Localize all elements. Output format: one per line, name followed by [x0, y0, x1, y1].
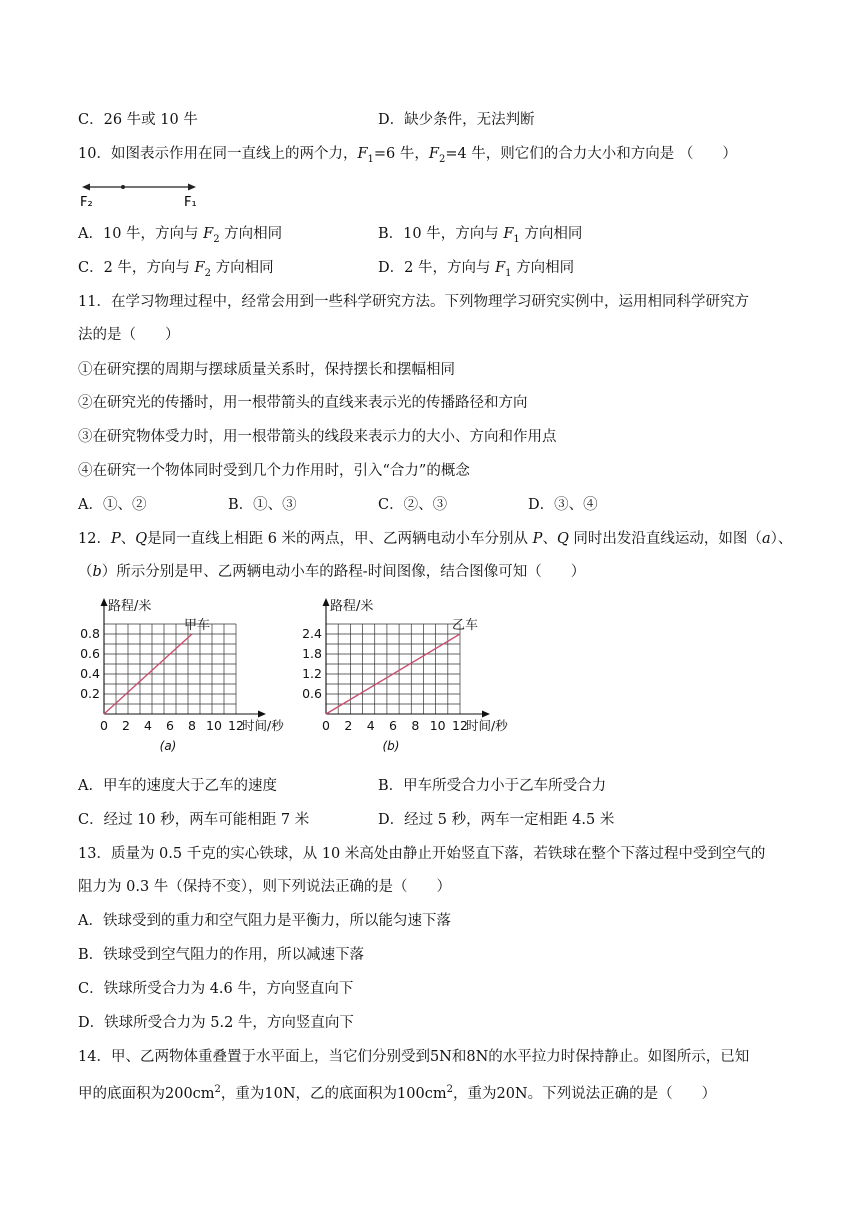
- q10-stem: 10．如图表示作用在同一直线上的两个力，$F_1=6$ 牛，$F_2=4$ 牛，则它们的合力大小和方向是 （ ）: [78, 146, 737, 165]
- q14-stem-line2: 甲的底面积为$200cm^2$，重为10N，乙的底面积为$100cm^2$，重为20N。下列说法正确的是（ ）: [78, 1084, 717, 1102]
- x-tick-label: 12: [452, 718, 468, 733]
- x-tick-label: 6: [166, 718, 174, 733]
- f2-arrow-head-icon: [82, 184, 90, 191]
- q10-force-diagram: [76, 176, 206, 210]
- q11-stem-line1: 11．在学习物理过程中，经常会用到一些科学研究方法。下列物理学习研究实例中，运用相同科学研究方: [78, 294, 749, 310]
- y-tick-label: 0.6: [302, 686, 322, 701]
- f1-arrow-head-icon: [188, 184, 196, 191]
- q12-option-c: C．经过 10 秒，两车可能相距 7 米: [78, 812, 310, 828]
- q13-stem-line1: 13．质量为 0.5 千克的实心铁球，从 10 米高处由静止开始竖直下落，若铁球在整个下落过程中受到空气的: [78, 846, 766, 862]
- q11-option-a: A．①、②: [78, 497, 147, 513]
- q12-option-d: D．经过 5 秒，两车一定相距 4.5 米: [378, 812, 615, 828]
- x-tick-label: 4: [366, 718, 375, 733]
- q10-option-b: B．10 牛，方向与 $F_1$ 方向相同: [378, 226, 583, 245]
- q13-option-a: A．铁球受到的重力和空气阻力是平衡力，所以能匀速下落: [78, 913, 451, 929]
- x-tick-label: 6: [389, 718, 397, 733]
- q10-option-d: D．2 牛，方向与 $F_1$ 方向相同: [378, 260, 575, 279]
- y-axis-label: 路程/米: [330, 599, 374, 614]
- x-axis-label: 时间/秒: [466, 718, 508, 733]
- q11-item-3: ③在研究物体受力时，用一根带箭头的线段来表示力的大小、方向和作用点: [78, 429, 557, 445]
- y-tick-label: 0.2: [80, 686, 100, 701]
- f2-label: F₂: [80, 195, 93, 210]
- chart-caption: (b): [382, 739, 400, 753]
- q12-stem-line2: （b）所示分别是甲、乙两辆电动小车的路程-时间图像，结合图像可知（ ）: [78, 564, 586, 580]
- q11-option-c: C．②、③: [378, 497, 448, 513]
- q10-option-a: A．10 牛，方向与 $F_2$ 方向相同: [78, 226, 283, 245]
- series-label: 甲车: [184, 618, 211, 633]
- force-application-point: [121, 185, 125, 189]
- q13-stem-line2: 阻力为 0.3 牛（保持不变），则下列说法正确的是（ ）: [78, 879, 452, 895]
- q11-item-4: ④在研究一个物体同时受到几个力作用时，引入“合力”的概念: [78, 463, 470, 479]
- chart-caption: (a): [159, 739, 177, 753]
- q12-option-a: A．甲车的速度大于乙车的速度: [78, 778, 277, 794]
- chart-a: [72, 598, 312, 760]
- q14-stem-line1: 14．甲、乙两物体重叠置于水平面上，当它们分别受到5N和8N的水平拉力时保持静止。如图所示，已知: [78, 1049, 750, 1065]
- x-tick-label: 12: [228, 718, 244, 733]
- y-tick-label: 2.4: [302, 626, 322, 641]
- q9-option-d: D．缺少条件，无法判断: [378, 112, 535, 128]
- y-axis-arrow-icon: [101, 598, 108, 606]
- x-tick-label: 2: [344, 718, 353, 733]
- x-axis-arrow-icon: [482, 711, 490, 718]
- q9-option-c: C．26 牛或 10 牛: [78, 112, 198, 128]
- x-tick-label: 4: [144, 718, 152, 733]
- q11-item-1: ①在研究摆的周期与摆球质量关系时，保持摆长和摆幅相同: [78, 362, 455, 378]
- f1-label: F₁: [184, 195, 197, 210]
- chart-b: [296, 598, 546, 760]
- y-tick-label: 0.6: [80, 646, 100, 661]
- x-tick-label: 10: [206, 718, 222, 733]
- q11-option-b: B．①、③: [228, 497, 297, 513]
- x-axis-arrow-icon: [258, 711, 266, 718]
- y-tick-label: 1.8: [302, 646, 322, 661]
- q11-option-d: D．③、④: [528, 497, 598, 513]
- series-label: 乙车: [452, 618, 479, 633]
- q10-option-c: C．2 牛，方向与 $F_2$ 方向相同: [78, 260, 274, 279]
- y-tick-label: 1.2: [302, 666, 322, 681]
- y-tick-label: 0.4: [80, 666, 100, 681]
- q12-option-b: B．甲车所受合力小于乙车所受合力: [378, 778, 607, 794]
- x-tick-label: 8: [188, 718, 196, 733]
- q12-stem-line1: 12．P、Q是同一直线上相距 6 米的两点，甲、乙两辆电动小车分别从 P、Q 同时出发沿直线运动，如图（a）、: [78, 531, 793, 547]
- q13-option-c: C．铁球所受合力为 4.6 牛，方向竖直向下: [78, 981, 354, 997]
- x-tick-label: 0: [100, 718, 108, 733]
- y-axis-label: 路程/米: [108, 599, 152, 614]
- x-tick-label: 8: [411, 718, 420, 733]
- y-axis-arrow-icon: [323, 598, 330, 606]
- y-tick-label: 0.8: [80, 626, 100, 641]
- x-tick-label: 0: [322, 718, 330, 733]
- x-tick-label: 10: [429, 718, 446, 733]
- q13-option-d: D．铁球所受合力为 5.2 牛，方向竖直向下: [78, 1015, 354, 1031]
- q11-stem-line2: 法的是（ ）: [78, 327, 180, 343]
- x-axis-label: 时间/秒: [242, 718, 284, 733]
- q11-item-2: ②在研究光的传播时，用一根带箭头的直线来表示光的传播路径和方向: [78, 395, 528, 411]
- x-tick-label: 2: [122, 718, 130, 733]
- q13-option-b: B．铁球受到空气阻力的作用，所以减速下落: [78, 947, 365, 963]
